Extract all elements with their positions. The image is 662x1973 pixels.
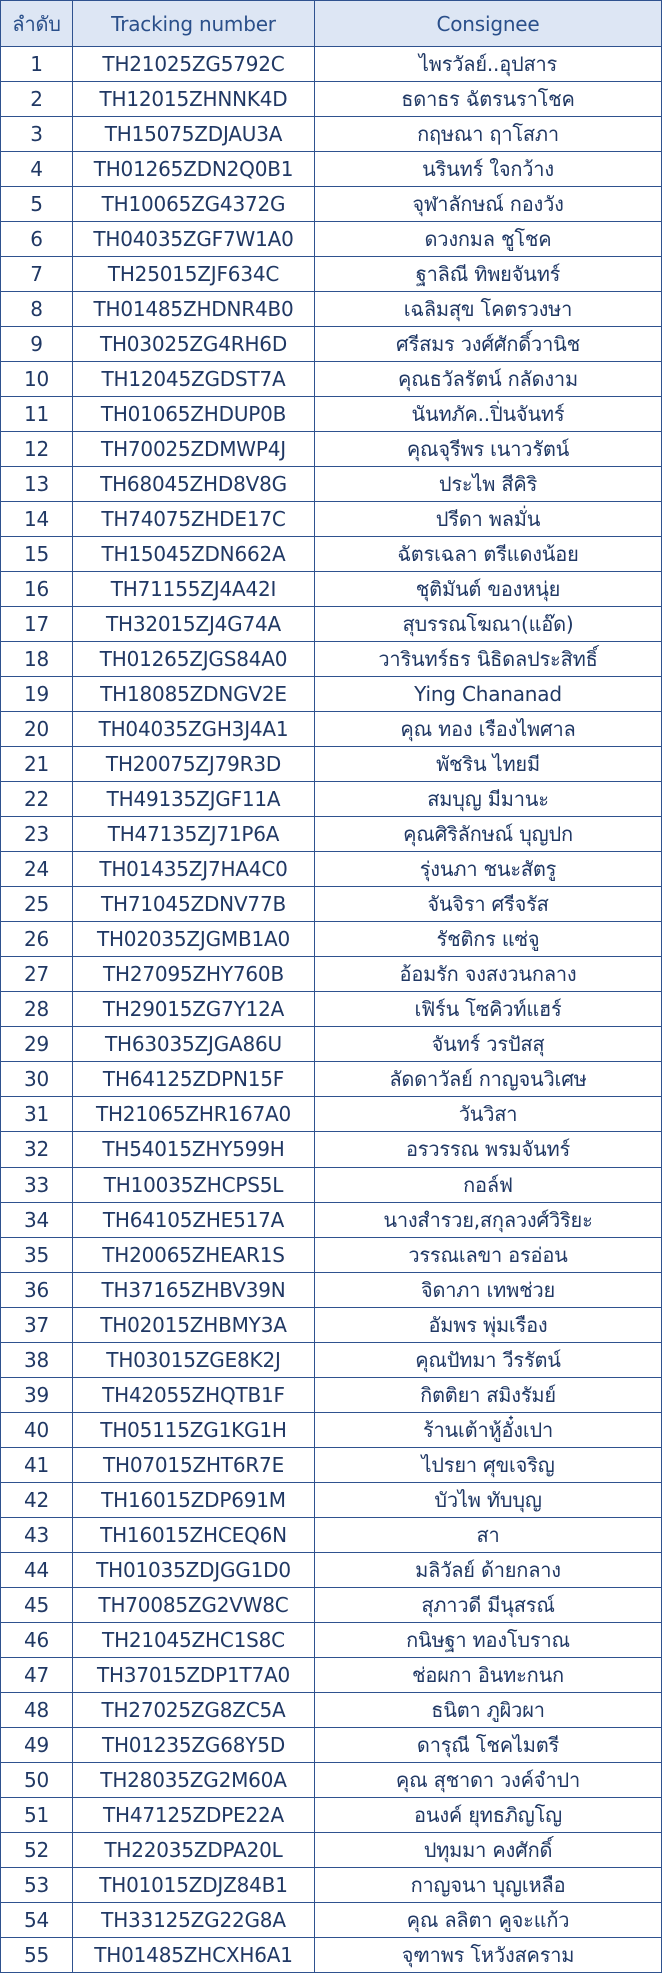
table-row — [1, 1132, 662, 1167]
header-tracking-number: Tracking number — [73, 1, 315, 47]
table-row — [1, 257, 662, 292]
tracking-number: TH16015ZDP691M — [73, 1482, 315, 1517]
table-row — [1, 432, 662, 467]
row-index: 23 — [1, 817, 73, 852]
row-index: 30 — [1, 1062, 73, 1097]
tracking-number: TH20075ZJ79R3D — [73, 747, 315, 782]
consignee: ดารุณี โชคไมตรี — [315, 1727, 662, 1762]
consignee: จุฑาพร โหวังสคราม — [315, 1937, 662, 1972]
row-index: 4 — [1, 152, 73, 187]
row-index: 32 — [1, 1132, 73, 1167]
consignee: ศรีสมร วงศ์ศักดิ์วานิช — [315, 327, 662, 362]
consignee: ธนิตา ภูผิวผา — [315, 1692, 662, 1727]
tracking-number: TH18085ZDNGV2E — [73, 677, 315, 712]
consignee: จันจิรา ศรีจรัส — [315, 887, 662, 922]
table-row — [1, 1307, 662, 1342]
table-row — [1, 152, 662, 187]
table-row — [1, 327, 662, 362]
table-row — [1, 1237, 662, 1272]
tracking-number: TH47125ZDPE22A — [73, 1797, 315, 1832]
tracking-number: TH29015ZG7Y12A — [73, 992, 315, 1027]
row-index: 42 — [1, 1482, 73, 1517]
tracking-number: TH01435ZJ7HA4C0 — [73, 852, 315, 887]
table-row — [1, 887, 662, 922]
table-row — [1, 572, 662, 607]
tracking-number: TH71155ZJ4A42I — [73, 572, 315, 607]
consignee: จันทร์ วรปัสสุ — [315, 1027, 662, 1062]
tracking-number: TH07015ZHT6R7E — [73, 1447, 315, 1482]
row-index: 50 — [1, 1762, 73, 1797]
tracking-number: TH01235ZG68Y5D — [73, 1727, 315, 1762]
consignee: Ying Chananad — [315, 677, 662, 712]
row-index: 5 — [1, 187, 73, 222]
tracking-number: TH01065ZHDUP0B — [73, 397, 315, 432]
consignee: ดวงกมล ชูโชค — [315, 222, 662, 257]
tracking-number: TH21065ZHR167A0 — [73, 1097, 315, 1132]
table-row — [1, 292, 662, 327]
consignee: ฉัตรเฉลา ตรีแดงน้อย — [315, 537, 662, 572]
row-index: 13 — [1, 467, 73, 502]
table-row — [1, 117, 662, 152]
tracking-number: TH03015ZGE8K2J — [73, 1342, 315, 1377]
consignee: คุณธวัลรัตน์ กลัดงาม — [315, 362, 662, 397]
row-index: 35 — [1, 1237, 73, 1272]
consignee: คุณจุรีพร เนาวรัตน์ — [315, 432, 662, 467]
consignee: มลิวัลย์ ด้ายกลาง — [315, 1552, 662, 1587]
row-index: 15 — [1, 537, 73, 572]
table-row — [1, 1657, 662, 1692]
consignee: ธดาธร ฉัตรนราโชค — [315, 82, 662, 117]
table-row — [1, 1832, 662, 1867]
row-index: 39 — [1, 1377, 73, 1412]
tracking-number: TH01485ZHCXH6A1 — [73, 1937, 315, 1972]
tracking-number: TH15045ZDN662A — [73, 537, 315, 572]
consignee: ชุติมันต์ ของหนุ่ย — [315, 572, 662, 607]
consignee: ช่อผกา อินทะกนก — [315, 1657, 662, 1692]
consignee: คุณปัทมา วีรรัตน์ — [315, 1342, 662, 1377]
row-index: 40 — [1, 1412, 73, 1447]
table-row — [1, 1552, 662, 1587]
tracking-number: TH04035ZGH3J4A1 — [73, 712, 315, 747]
table-row — [1, 537, 662, 572]
table-row — [1, 782, 662, 817]
row-index: 19 — [1, 677, 73, 712]
row-index: 43 — [1, 1517, 73, 1552]
consignee: กนิษฐา ทองโบราณ — [315, 1622, 662, 1657]
table-row — [1, 677, 662, 712]
consignee: จุฬาลักษณ์ กองวัง — [315, 187, 662, 222]
table-row — [1, 1517, 662, 1552]
tracking-number: TH70085ZG2VW8C — [73, 1587, 315, 1622]
row-index: 25 — [1, 887, 73, 922]
consignee: เฉลิมสุข โคตรวงษา — [315, 292, 662, 327]
row-index: 38 — [1, 1342, 73, 1377]
row-index: 29 — [1, 1027, 73, 1062]
tracking-number: TH15075ZDJAU3A — [73, 117, 315, 152]
row-index: 22 — [1, 782, 73, 817]
table-row — [1, 1587, 662, 1622]
table-row — [1, 1797, 662, 1832]
consignee: นันทภัค..ปิ่นจันทร์ — [315, 397, 662, 432]
tracking-number: TH37015ZDP1T7A0 — [73, 1657, 315, 1692]
header-consignee: Consignee — [315, 1, 662, 47]
consignee: ไปรยา ศุขเจริญ — [315, 1447, 662, 1482]
table-row — [1, 1167, 662, 1202]
tracking-number: TH22035ZDPA20L — [73, 1832, 315, 1867]
tracking-number: TH68045ZHD8V8G — [73, 467, 315, 502]
consignee: สุบรรณโฆณา(แอ๊ด) — [315, 607, 662, 642]
table-row — [1, 1342, 662, 1377]
tracking-number: TH28035ZG2M60A — [73, 1762, 315, 1797]
tracking-number: TH01485ZHDNR4B0 — [73, 292, 315, 327]
table-row — [1, 1727, 662, 1762]
consignee: สา — [315, 1517, 662, 1552]
table-body — [1, 47, 662, 1973]
tracking-number: TH02035ZJGMB1A0 — [73, 922, 315, 957]
tracking-number: TH54015ZHY599H — [73, 1132, 315, 1167]
row-index: 7 — [1, 257, 73, 292]
tracking-number: TH21045ZHC1S8C — [73, 1622, 315, 1657]
tracking-number: TH32015ZJ4G74A — [73, 607, 315, 642]
tracking-number: TH01035ZDJGG1D0 — [73, 1552, 315, 1587]
tracking-number: TH04035ZGF7W1A0 — [73, 222, 315, 257]
row-index: 55 — [1, 1937, 73, 1972]
row-index: 51 — [1, 1797, 73, 1832]
consignee: วันวิสา — [315, 1097, 662, 1132]
consignee: คุณ ทอง เรืองไพศาล — [315, 712, 662, 747]
row-index: 20 — [1, 712, 73, 747]
table-row — [1, 1097, 662, 1132]
row-index: 14 — [1, 502, 73, 537]
row-index: 8 — [1, 292, 73, 327]
tracking-number: TH02015ZHBMY3A — [73, 1307, 315, 1342]
row-index: 48 — [1, 1692, 73, 1727]
table-row — [1, 502, 662, 537]
tracking-number: TH10035ZHCPS5L — [73, 1167, 315, 1202]
row-index: 41 — [1, 1447, 73, 1482]
consignee: เฟิร์น โซคิวท์แฮร์ — [315, 992, 662, 1027]
table-row — [1, 82, 662, 117]
tracking-number: TH64105ZHE517A — [73, 1202, 315, 1237]
table-row — [1, 1937, 662, 1972]
row-index: 54 — [1, 1902, 73, 1937]
tracking-number: TH21025ZG5792C — [73, 47, 315, 82]
tracking-number: TH37165ZHBV39N — [73, 1272, 315, 1307]
row-index: 17 — [1, 607, 73, 642]
tracking-number: TH63035ZJGA86U — [73, 1027, 315, 1062]
row-index: 2 — [1, 82, 73, 117]
row-index: 37 — [1, 1307, 73, 1342]
table-row — [1, 957, 662, 992]
row-index: 53 — [1, 1867, 73, 1902]
tracking-number: TH01265ZJGS84A0 — [73, 642, 315, 677]
table-row — [1, 1762, 662, 1797]
consignee: คุณ ลลิตา คูจะแก้ว — [315, 1902, 662, 1937]
consignee: กฤษณา ฤาโสภา — [315, 117, 662, 152]
table-row — [1, 607, 662, 642]
row-index: 3 — [1, 117, 73, 152]
tracking-number: TH71045ZDNV77B — [73, 887, 315, 922]
row-index: 45 — [1, 1587, 73, 1622]
row-index: 1 — [1, 47, 73, 82]
consignee: สุภาวดี มีนุสรณ์ — [315, 1587, 662, 1622]
tracking-number: TH03025ZG4RH6D — [73, 327, 315, 362]
row-index: 28 — [1, 992, 73, 1027]
tracking-number: TH12015ZHNNK4D — [73, 82, 315, 117]
tracking-number: TH74075ZHDE17C — [73, 502, 315, 537]
table-row — [1, 397, 662, 432]
row-index: 24 — [1, 852, 73, 887]
row-index: 52 — [1, 1832, 73, 1867]
consignee: กอล์ฟ — [315, 1167, 662, 1202]
tracking-number: TH64125ZDPN15F — [73, 1062, 315, 1097]
consignee: บัวไพ ทับบุญ — [315, 1482, 662, 1517]
consignee: คุณศิริลักษณ์ บุญปก — [315, 817, 662, 852]
table-row — [1, 1482, 662, 1517]
table-row — [1, 747, 662, 782]
tracking-number: TH01015ZDJZ84B1 — [73, 1867, 315, 1902]
consignee: ร้านเต้าหู้อั๋งเปา — [315, 1412, 662, 1447]
table-row — [1, 1447, 662, 1482]
table-row — [1, 187, 662, 222]
header-index: ลำดับ — [1, 1, 73, 47]
consignee: จิดาภา เทพช่วย — [315, 1272, 662, 1307]
tracking-number: TH42055ZHQTB1F — [73, 1377, 315, 1412]
table-row — [1, 47, 662, 82]
table-row — [1, 1902, 662, 1937]
row-index: 31 — [1, 1097, 73, 1132]
tracking-number: TH05115ZG1KG1H — [73, 1412, 315, 1447]
row-index: 49 — [1, 1727, 73, 1762]
row-index: 34 — [1, 1202, 73, 1237]
row-index: 46 — [1, 1622, 73, 1657]
table-row — [1, 362, 662, 397]
tracking-number: TH16015ZHCEQ6N — [73, 1517, 315, 1552]
consignee: กิตติยา สมิงรัมย์ — [315, 1377, 662, 1412]
table-row — [1, 467, 662, 502]
table-row — [1, 1272, 662, 1307]
table-row — [1, 1692, 662, 1727]
consignee: คุณ สุชาดา วงค์จำปา — [315, 1762, 662, 1797]
tracking-number: TH10065ZG4372G — [73, 187, 315, 222]
table-row — [1, 992, 662, 1027]
row-index: 18 — [1, 642, 73, 677]
row-index: 16 — [1, 572, 73, 607]
table-row — [1, 852, 662, 887]
row-index: 36 — [1, 1272, 73, 1307]
tracking-number: TH20065ZHEAR1S — [73, 1237, 315, 1272]
row-index: 21 — [1, 747, 73, 782]
row-index: 33 — [1, 1167, 73, 1202]
consignee: อัมพร พุ่มเรือง — [315, 1307, 662, 1342]
consignee: อนงค์ ยุทธภิญโญ — [315, 1797, 662, 1832]
consignee: ประไพ สีคิริ — [315, 467, 662, 502]
tracking-number: TH25015ZJF634C — [73, 257, 315, 292]
table-row — [1, 1062, 662, 1097]
consignee: วารินทร์ธร นิธิดลประสิทธิ์ — [315, 642, 662, 677]
row-index: 10 — [1, 362, 73, 397]
row-index: 44 — [1, 1552, 73, 1587]
consignee: รัชติกร แซ่จู — [315, 922, 662, 957]
consignee: ไพรวัลย์..อุปสาร — [315, 47, 662, 82]
table-row — [1, 1377, 662, 1412]
consignee: ฐาลิณี ทิพยจันทร์ — [315, 257, 662, 292]
row-index: 26 — [1, 922, 73, 957]
table-row — [1, 1867, 662, 1902]
consignee: อรวรรณ พรมจันทร์ — [315, 1132, 662, 1167]
consignee: นรินทร์ ใจกว้าง — [315, 152, 662, 187]
row-index: 11 — [1, 397, 73, 432]
header-row — [1, 1, 662, 47]
consignee: สมบุญ มีมานะ — [315, 782, 662, 817]
tracking-number: TH27095ZHY760B — [73, 957, 315, 992]
consignee: นางสำรวย,สกุลวงศ์วิริยะ — [315, 1202, 662, 1237]
consignee: ปทุมมา คงศักดิ์ — [315, 1832, 662, 1867]
table-row — [1, 1027, 662, 1062]
table-row — [1, 1202, 662, 1237]
tracking-number: TH01265ZDN2Q0B1 — [73, 152, 315, 187]
consignee: ปรีดา พลมั่น — [315, 502, 662, 537]
consignee: รุ่งนภา ชนะสัตรู — [315, 852, 662, 887]
tracking-number: TH27025ZG8ZC5A — [73, 1692, 315, 1727]
tracking-number: TH47135ZJ71P6A — [73, 817, 315, 852]
table-row — [1, 712, 662, 747]
consignee: ลัดดาวัลย์ กาญจนวิเศษ — [315, 1062, 662, 1097]
tracking-number: TH12045ZGDST7A — [73, 362, 315, 397]
row-index: 12 — [1, 432, 73, 467]
tracking-number: TH49135ZJGF11A — [73, 782, 315, 817]
row-index: 47 — [1, 1657, 73, 1692]
consignee: พัชริน ไทยมี — [315, 747, 662, 782]
table-row — [1, 642, 662, 677]
row-index: 27 — [1, 957, 73, 992]
consignee: กาญจนา บุญเหลือ — [315, 1867, 662, 1902]
row-index: 9 — [1, 327, 73, 362]
tracking-number: TH33125ZG22G8A — [73, 1902, 315, 1937]
table-row — [1, 1622, 662, 1657]
table-row — [1, 222, 662, 257]
table-row — [1, 1412, 662, 1447]
tracking-number: TH70025ZDMWP4J — [73, 432, 315, 467]
table-row — [1, 922, 662, 957]
consignee: วรรณเลขา อรอ่อน — [315, 1237, 662, 1272]
consignee: อ้อมรัก จงสงวนกลาง — [315, 957, 662, 992]
row-index: 6 — [1, 222, 73, 257]
table-row — [1, 817, 662, 852]
